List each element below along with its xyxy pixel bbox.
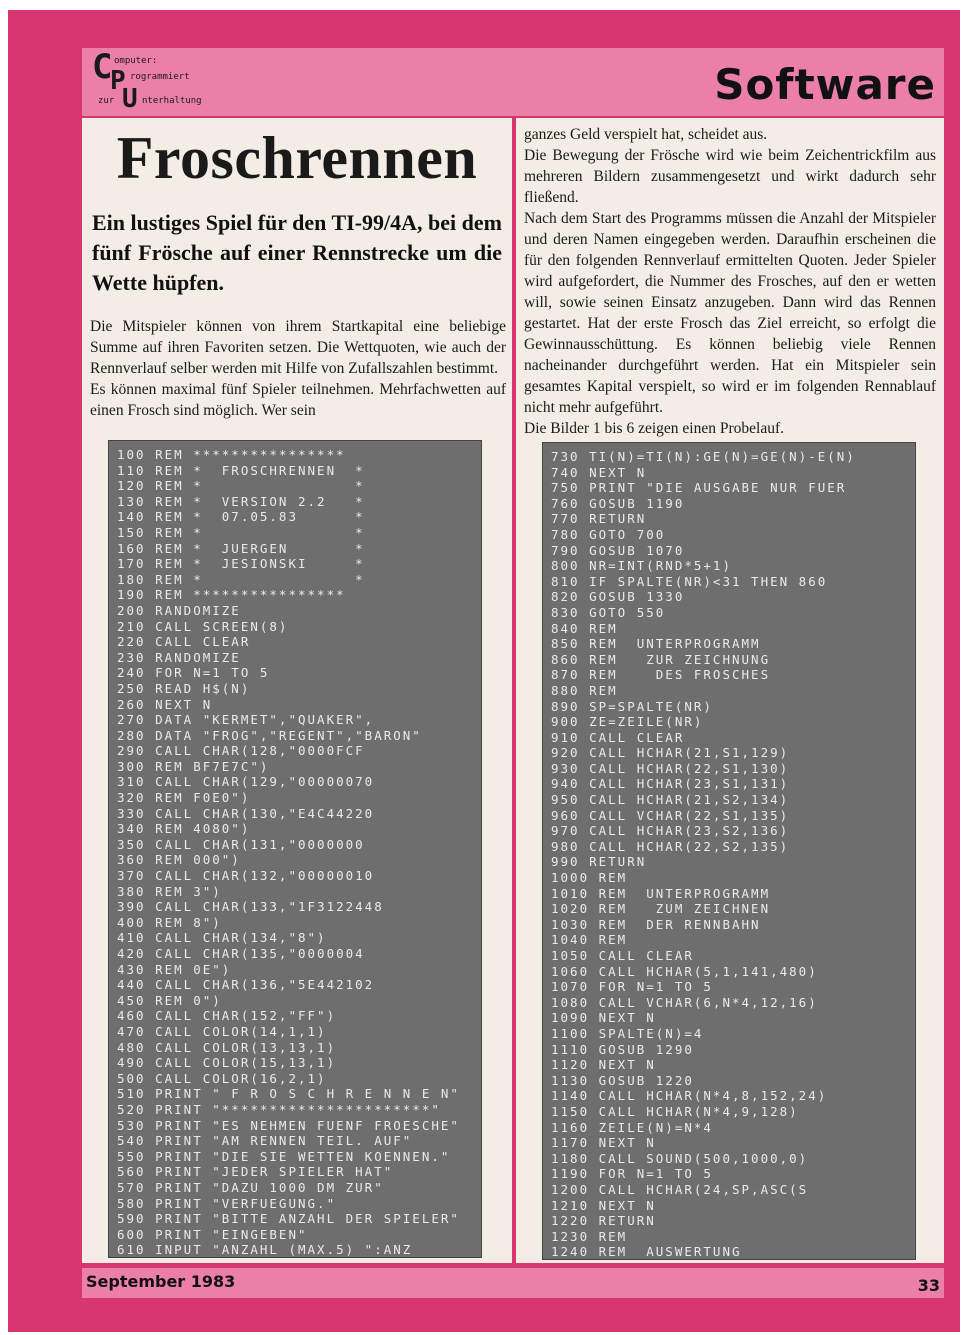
- right-paragraph-4: Die Bilder 1 bis 6 zeigen einen Probelauf.: [524, 420, 784, 437]
- logo-letter-c: C: [92, 47, 113, 87]
- logo-line-4: nterhaltung: [142, 96, 202, 106]
- logo-line-1: omputer:: [114, 56, 158, 66]
- left-column: [82, 118, 512, 1263]
- article-title: Froschrennen: [116, 125, 478, 191]
- cpu-logo: [92, 47, 242, 114]
- right-paragraph-3: Nach dem Start des Programms müssen die Anzahl der Mitspieler und deren Namen eingegeben werden. Daraufhin erscheinen die für den folgenden Rennverlauf ermittelten Quoten. Jeder Spieler wird aufgefordert, die Nummer des Frosches, auf den er wetten will, sowie seinen Einsatz anzugeben. Dann wird das Rennen gestartet. Hat der erste Frosch das Ziel erreicht, so erfolgt die Gewinnausschüttung. Es können beliebig viele Rennen nacheinander durchgeführt werden. Hat ein Mitspieler sein gesamtes Kapital verspielt, so wird er im folgenden Rennablauf nicht mehr aufgeführt.: [524, 210, 936, 416]
- logo-line-3: zur: [98, 96, 115, 106]
- right-paragraph-2: Die Bewegung der Frösche wird wie beim Zeichentrickfilm aus mehreren Bildern zusammengesetzt und wirkt dadurch sehr fließend.: [524, 147, 936, 206]
- logo-line-2: rogrammiert: [130, 72, 190, 82]
- program-listing-right: [542, 442, 916, 1260]
- program-listing-left: [108, 440, 482, 1258]
- right-paragraph-1: ganzes Geld verspielt hat, scheidet aus.: [524, 126, 768, 143]
- left-body-text: [90, 316, 506, 421]
- listing-left-code: 100 REM **************** 110 REM * FROSCHRENNEN * 120 REM * * 130 REM * VERSION 2.2 * 140 REM * 07.05.83 * 150 REM * * 160 REM * JUERGEN * 170 REM * JESIONSKI * 180 REM * * 190 REM **************** 200 RANDOMIZE 210 CALL SCREEN(8) 220 CALL CLEAR 230 RANDOMIZE 240 FOR N=1 TO 5 250 READ H$(N) 260 NEXT N 270 DATA "KERMET","QUAKER", 280 DATA "FROG","REGENT","BARON" 290 CALL CHAR(128,"0000FCF 300 REM BF7E7C") 310 CALL CHAR(129,"00000070 320 REM F0E0") 330 CALL CHAR(130,"E4C44220 340 REM 4080") 350 CALL CHAR(131,"0000000 360 REM 000") 370 CALL CHAR(132,"00000010 380 REM 3") 390 CALL CHAR(133,"1F3122448 400 REM 8") 410 CALL CHAR(134,"8") 420 CALL CHAR(135,"0000004 430 REM 0E") 440 CALL CHAR(136,"5E442102 450 REM 0") 460 CALL CHAR(152,"FF") 470 CALL COLOR(14,1,1) 480 CALL COLOR(13,13,1) 490 CALL COLOR(15,13,1) 500 CALL COLOR(16,2,1) 510 PRINT " F R O S C H R E N N E N" 520 PRINT "**********************" 530 PRINT "ES NEHMEN FUENF FROESCHE" 540 PRINT "AM RENNEN TEIL. AUF" 550 PRINT "DIE SIE WETTEN KOENNEN." 560 PRINT "JEDER SPIELER HAT" 570 PRINT "DAZU 1000 DM ZUR" 580 PRINT "VERFUEGUNG." 590 PRINT "BITTE ANZAHL DER SPIELER" 600 PRINT "EINGEBEN" 610 INPUT "ANZAHL (MAX.5) ":ANZ: [117, 447, 460, 1258]
- left-paragraph-2: Es können maximal fünf Spieler teilnehmen. Mehrfachwetten auf einen Frosch sind möglich. Wer sein: [90, 381, 506, 419]
- issue-date: September 1983: [86, 1272, 236, 1291]
- right-body-text: [524, 124, 936, 439]
- listing-right-code: 730 TI(N)=TI(N):GE(N)=GE(N)-E(N) 740 NEXT N 750 PRINT "DIE AUSGABE NUR FUER 760 GOSUB 1190 770 RETURN 780 GOTO 700 790 GOSUB 1070 800 NR=INT(RND*5+1) 810 IF SPALTE(NR)<31 THEN 860 820 GOSUB 1330 830 GOTO 550 840 REM 850 REM UNTERPROGRAMM 860 REM ZUR ZEICHNUNG 870 REM DES FROSCHES 880 REM 890 SP=SPALTE(NR) 900 ZE=ZEILE(NR) 910 CALL CLEAR 920 CALL HCHAR(21,S1,129) 930 CALL HCHAR(22,S1,130) 940 CALL HCHAR(23,S1,131) 950 CALL HCHAR(21,S2,134) 960 CALL VCHAR(22,S1,135) 970 CALL HCHAR(23,S2,136) 980 CALL HCHAR(22,S2,135) 990 RETURN 1000 REM 1010 REM UNTERPROGRAMM 1020 REM ZUM ZEICHNEN 1030 REM DER RENNBAHN 1040 REM 1050 CALL CLEAR 1060 CALL HCHAR(5,1,141,480) 1070 FOR N=1 TO 5 1080 CALL VCHAR(6,N*4,12,16) 1090 NEXT N 1100 SPALTE(N)=4 1110 GOSUB 1290 1120 NEXT N 1130 GOSUB 1220 1140 CALL HCHAR(N*4,8,152,24) 1150 CALL HCHAR(N*4,9,128) 1160 ZEILE(N)=N*4 1170 NEXT N 1180 CALL SOUND(500,1000,0) 1190 FOR N=1 TO 5 1200 CALL HCHAR(24,SP,ASC(S 1210 NEXT N 1220 RETURN 1230 REM 1240 REM AUSWERTUNG: [551, 449, 856, 1260]
- logo-letter-u: U: [122, 84, 138, 114]
- right-column: [516, 118, 944, 1263]
- left-paragraph-1: Die Mitspieler können von ihrem Startkapital eine beliebige Summe auf ihren Favoriten setzen. Die Wettquoten, wie auch der Rennverlauf selber werden mit Hilfe von Zufallszahlen bestimmt.: [90, 318, 506, 377]
- section-title: Software: [714, 60, 936, 109]
- page-number: 33: [917, 1276, 940, 1295]
- article-subtitle: Ein lustiges Spiel für den TI-99/4A, bei dem fünf Frösche auf einer Rennstrecke um die Wette hüpfen.: [92, 210, 502, 295]
- logo-letter-p: P: [110, 66, 126, 96]
